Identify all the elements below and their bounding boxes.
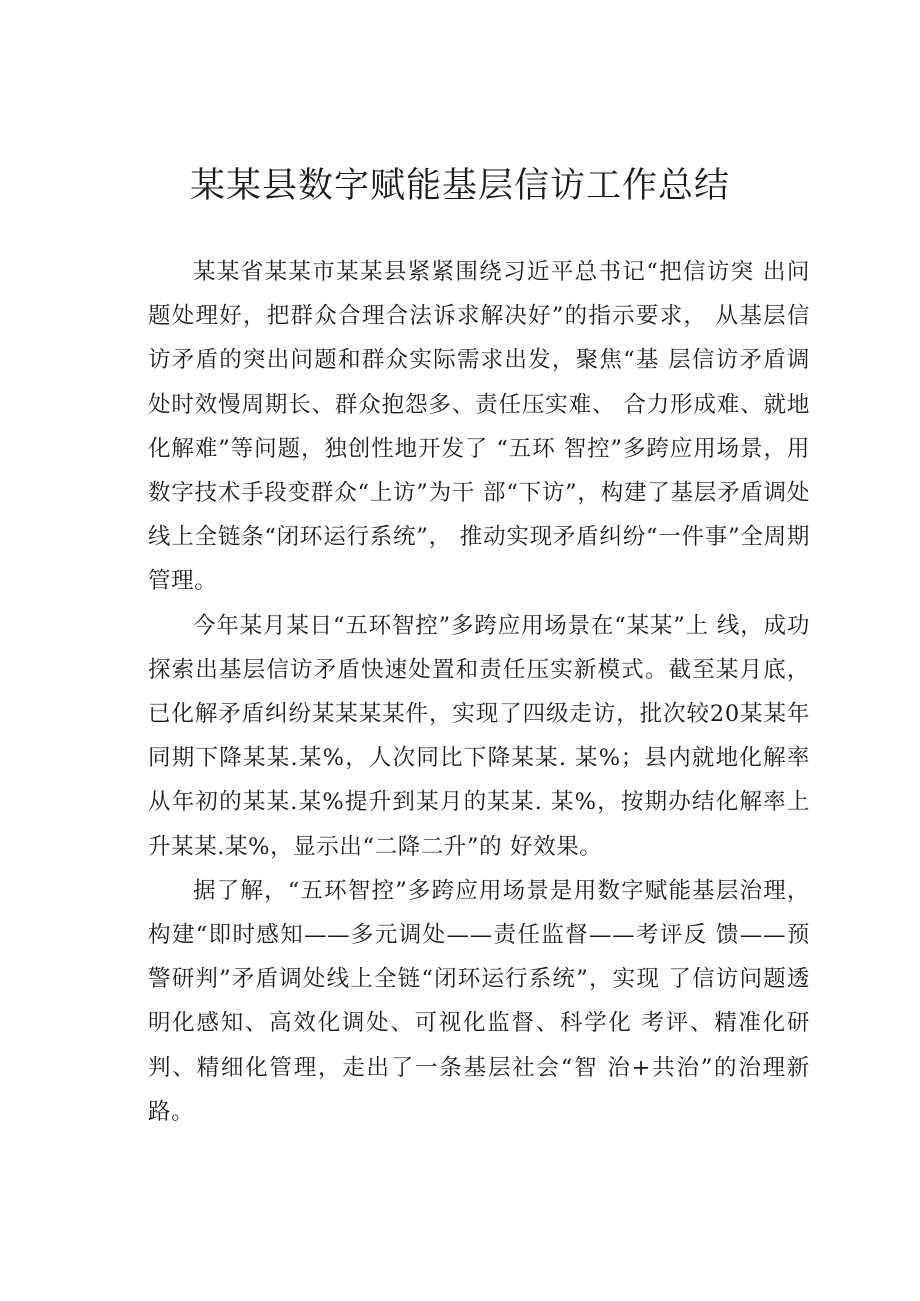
document-title: 某某县数字赋能基层信访工作总结 (189, 166, 730, 206)
body-paragraph: 今年某月某日“五环智控”多跨应用场景在“某某”上 线，成功探索出基层信访矛盾快速处置和责任压实新模式。截至某月底，已化解矛盾纠纷某某某某件，实现了四级走访，批次较20某某年同期下降某某.某%，人次同比下降某某. 某%；县内就地化解率从年初的某某.某%提升到某月的某某. 某%，按期办结化解率上升某某.某%，显示出“二降二升”的 好效果。 (148, 612, 810, 860)
document-body (148, 250, 810, 1134)
body-paragraph: 据了解，“五环智控”多跨应用场景是用数字赋能基层治理，构建“即时感知——多元调处——责任监督——考评反 馈——预警研判”矛盾调处线上全链“闭环运行系统”，实现 了信访问题透明化感知、高效化调处、可视化监督、科学化 考评、精准化研判、精细化管理，走出了一条基层社会“智 治+共治”的治理新路。 (148, 877, 810, 1125)
body-paragraph: 某某省某某市某某县紧紧围绕习近平总书记“把信访突 出问题处理好，把群众合理合法诉求解决好”的指示要求， 从基层信访矛盾的突出问题和群众实际需求出发，聚焦“基 层信访矛盾调处时效慢周期长、群众抱怨多、责任压实难、 合力形成难、就地化解难”等问题，独创性地开发了 “五环 智控”多跨应用场景，用数字技术手段变群众“上访”为干 部“下访”，构建了基层矛盾调处线上全链条“闭环运行系统”， 推动实现矛盾纠纷“一件事”全周期管理。 (148, 259, 810, 595)
